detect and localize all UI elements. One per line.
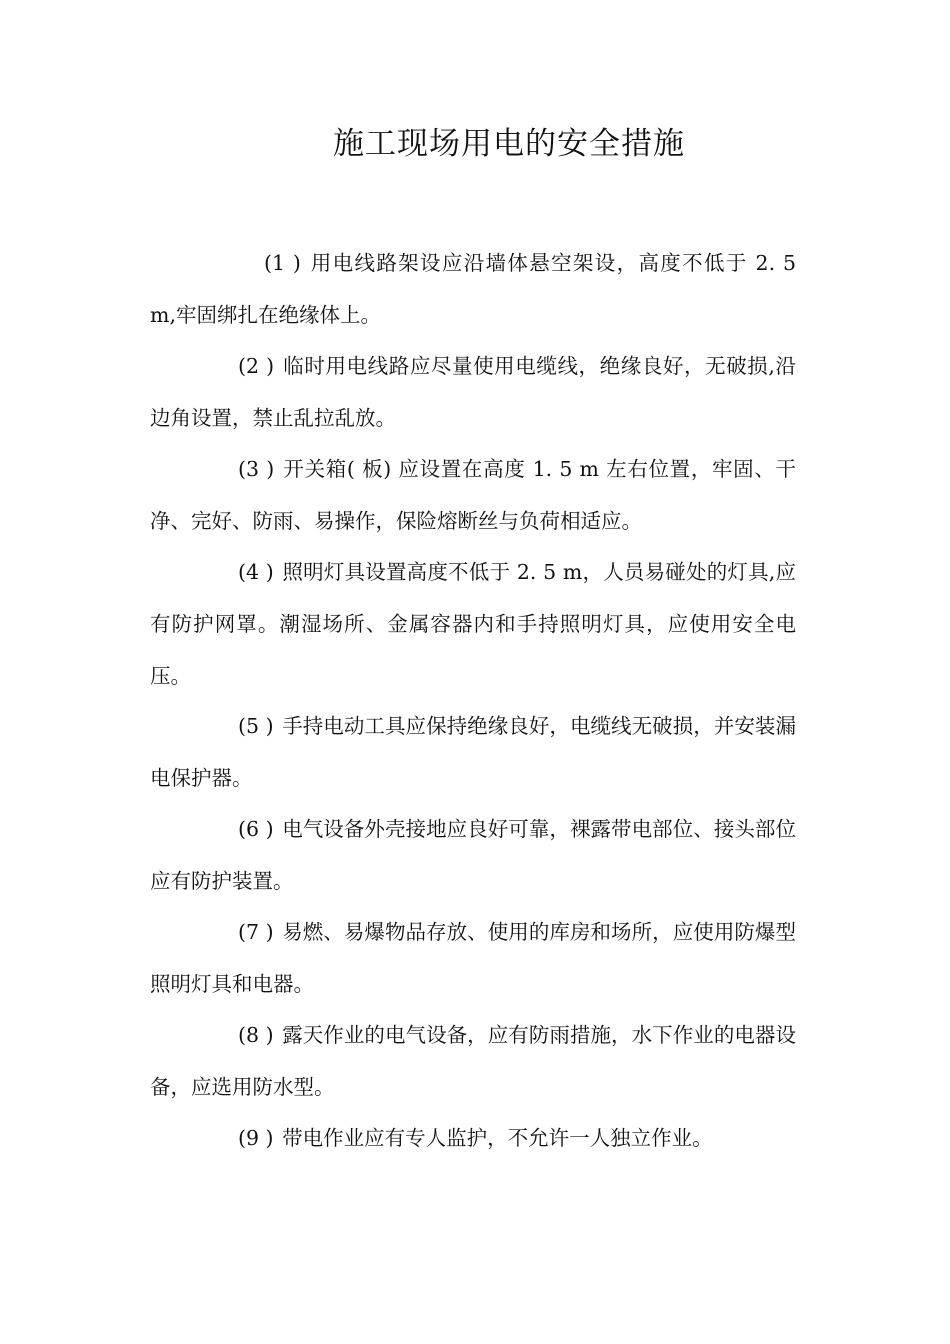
item-text: 用电线路架设应沿墙体悬空架设，高度不低于 2. 5 m,牢固绑扎在绝缘体上。	[150, 251, 796, 327]
item-number: (6 )	[238, 817, 274, 841]
item-number: (2 )	[238, 354, 275, 378]
item-text: 露天作业的电气设备，应有防雨措施，水下作业的电器设备，应选用防水型。	[150, 1023, 796, 1099]
item-number: (8 )	[238, 1023, 274, 1047]
item-text: 带电作业应有专人监护，不允许一人独立作业。	[282, 1126, 713, 1150]
item-text: 手持电动工具应保持绝缘良好，电缆线无破损，并安装漏电保护器。	[150, 714, 796, 790]
paragraph-item-6	[150, 803, 796, 907]
paragraph-item-8	[150, 1009, 796, 1113]
item-number: (5 )	[238, 714, 274, 738]
item-text: 电气设备外壳接地应良好可靠，裸露带电部位、接头部位应有防护装置。	[150, 817, 796, 893]
item-text: 照明灯具设置高度不低于 2. 5 m，人员易碰处的灯具,应有防护网罩。潮湿场所、金属容器内和手持照明灯具，应使用安全电压。	[150, 560, 796, 688]
document-title: 施工现场用电的安全措施	[333, 126, 685, 162]
item-text: 临时用电线路应尽量使用电缆线，绝缘良好，无破损,沿边角设置，禁止乱拉乱放。	[150, 354, 796, 430]
item-number: (4 )	[238, 560, 274, 584]
item-number: (1 )	[264, 251, 301, 275]
paragraph-item-9	[150, 1112, 796, 1164]
item-number: (9 )	[238, 1126, 274, 1150]
paragraph-item-1	[150, 237, 796, 341]
item-number: (7 )	[238, 920, 274, 944]
paragraph-item-4	[150, 546, 796, 702]
paragraph-item-5	[150, 700, 796, 804]
item-text: 易燃、易爆物品存放、使用的库房和场所，应使用防爆型照明灯具和电器。	[150, 920, 796, 996]
paragraph-item-7	[150, 906, 796, 1010]
paragraph-item-2	[150, 340, 796, 444]
item-text: 开关箱( 板) 应设置在高度 1. 5 m 左右位置，牢固、干净、完好、防雨、易操作，保险熔断丝与负荷相适应。	[150, 457, 796, 533]
paragraph-item-3	[150, 443, 796, 547]
item-number: (3 )	[238, 457, 275, 481]
